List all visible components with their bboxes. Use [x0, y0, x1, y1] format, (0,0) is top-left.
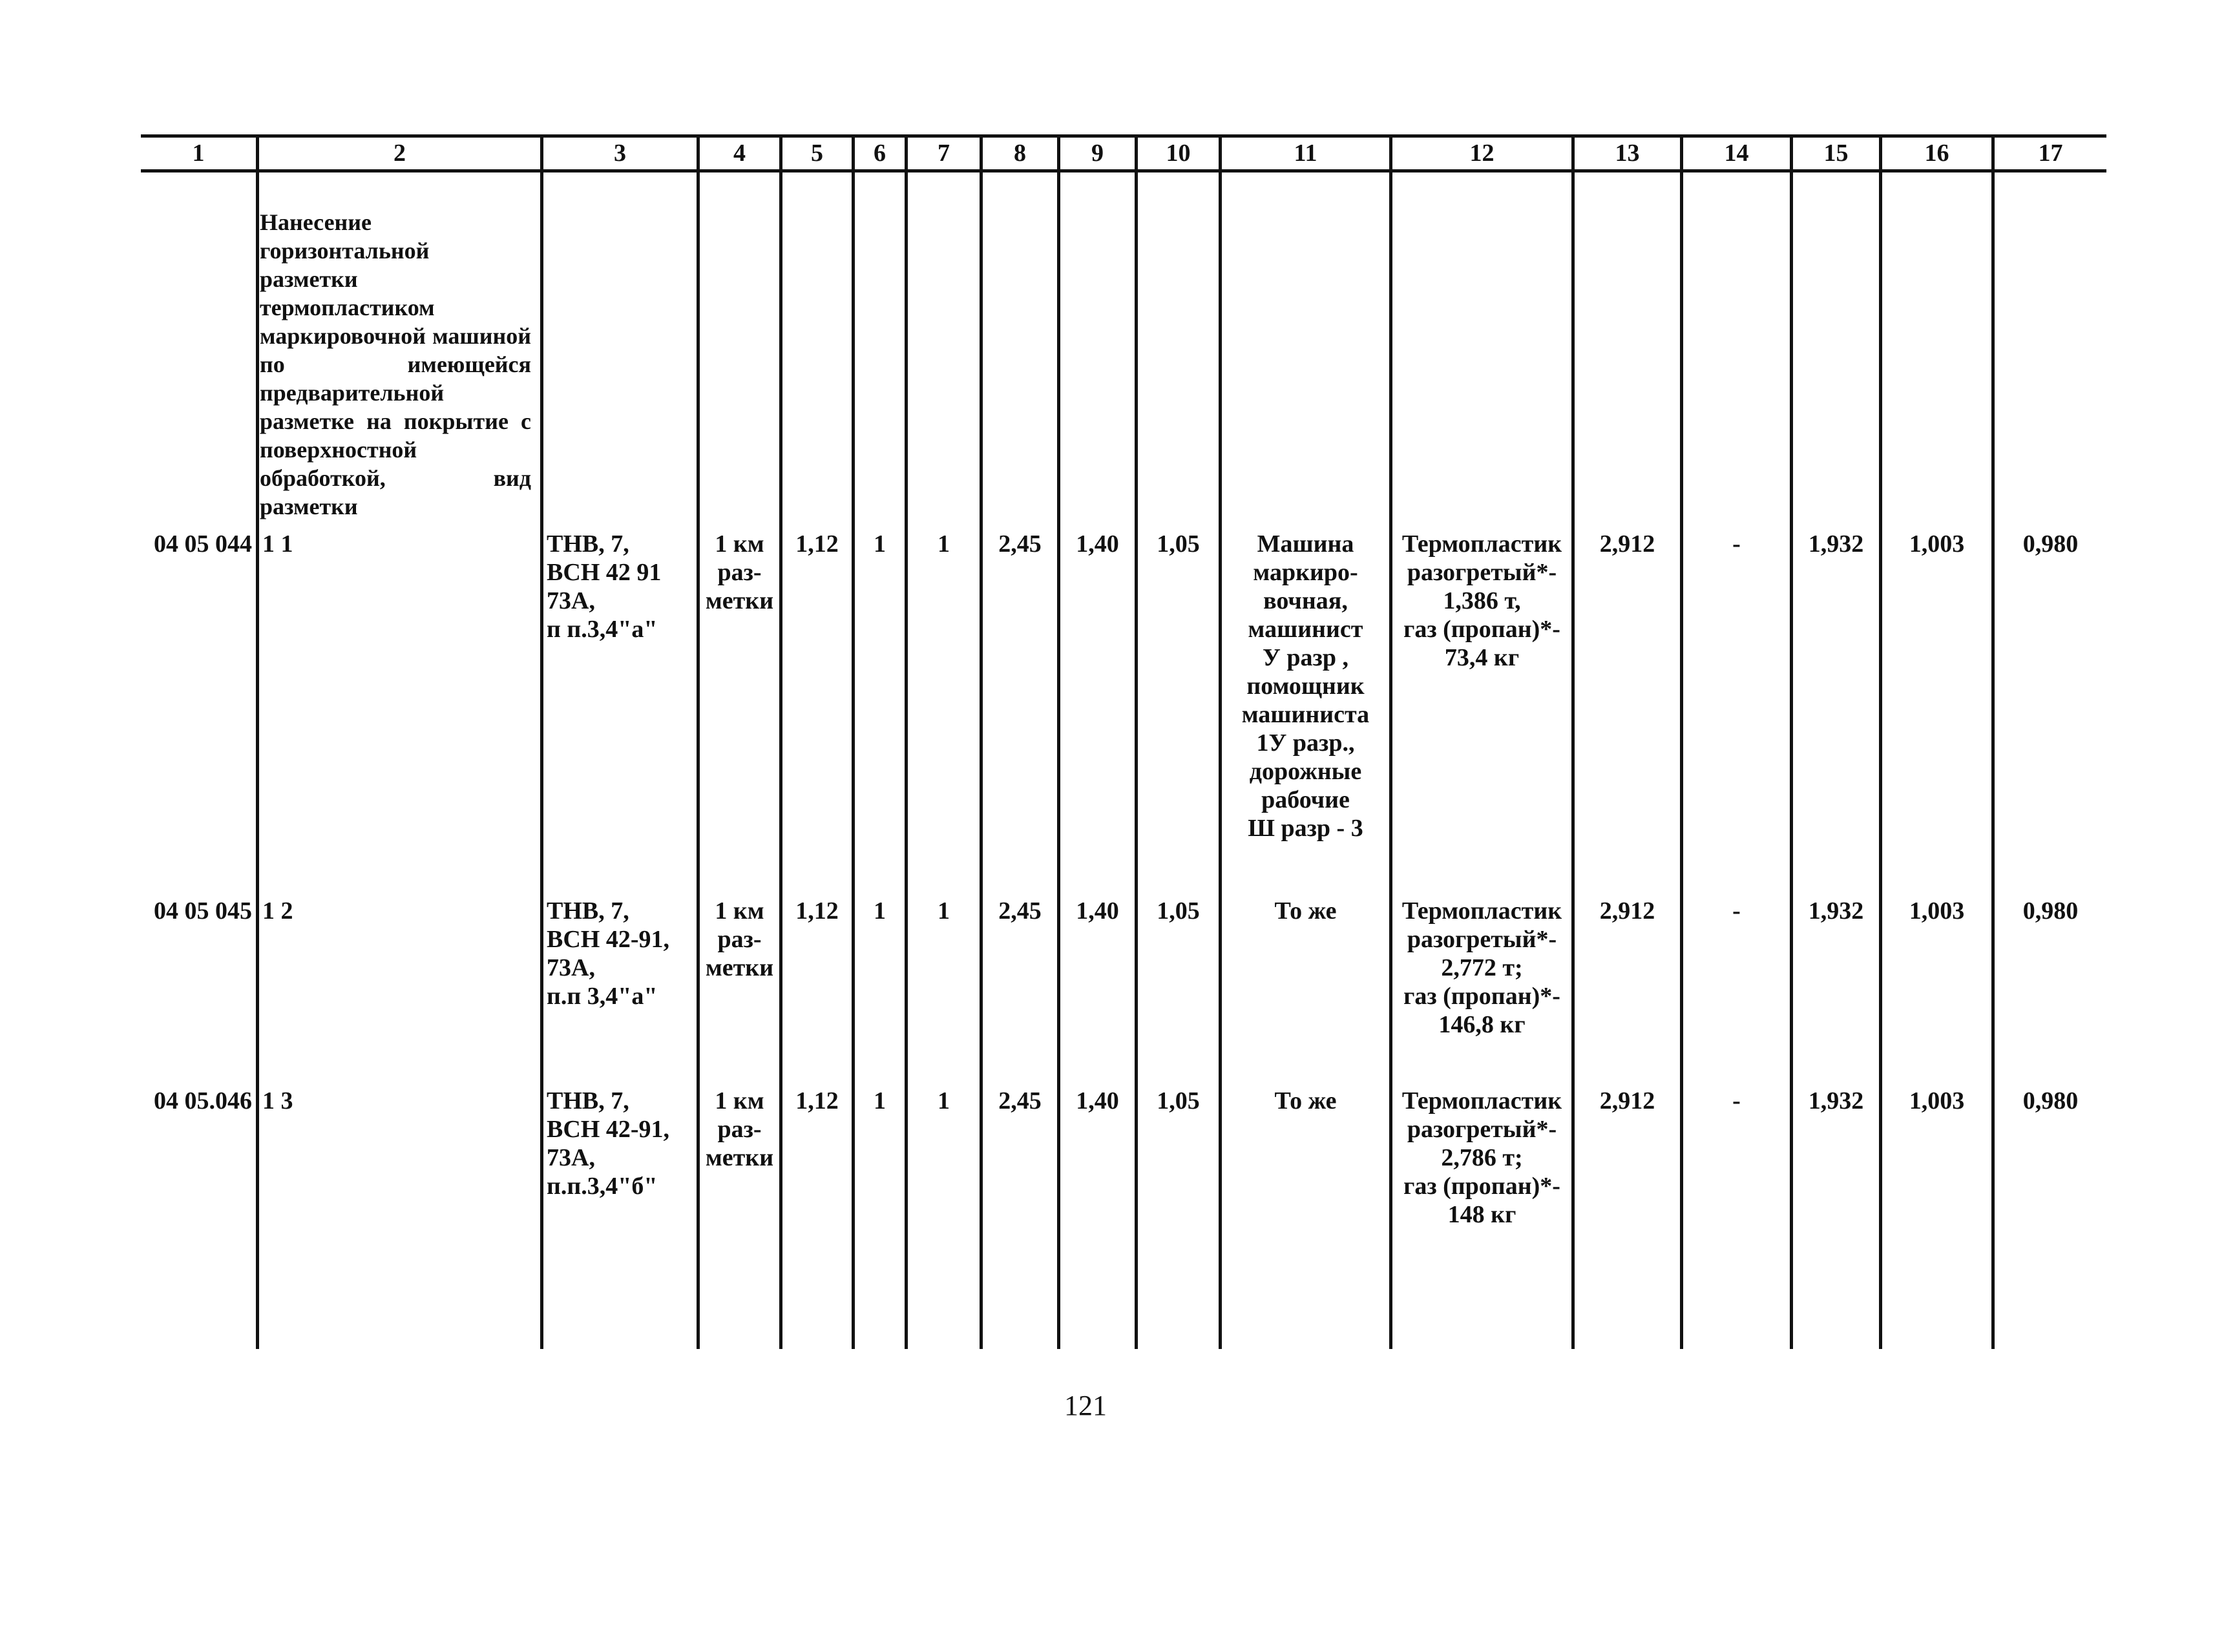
cell-c6: 1 [874, 897, 886, 925]
cell-c8: 2,45 [998, 530, 1042, 558]
cell-line: вочная, [1263, 587, 1348, 614]
cell-c15: 1,932 [1808, 897, 1864, 925]
cell-unit [700, 1087, 779, 1172]
cell-line: ВСН 42-91, [547, 1116, 669, 1143]
cell-c5: 1,12 [795, 1087, 839, 1114]
cell-line: п п.3,4"а" [547, 616, 658, 643]
col-header-8: 8 [1014, 140, 1026, 167]
cell-line: разогретый*- [1407, 1116, 1557, 1143]
cell-line: 73А, [547, 954, 595, 981]
cell-line: 148 кг [1447, 1201, 1516, 1228]
col-header-11: 11 [1294, 140, 1317, 167]
cell-line: п.п.3,4"б" [547, 1173, 658, 1200]
col-header-4: 4 [733, 140, 746, 167]
col-header-10: 10 [1166, 140, 1191, 167]
cell-c7: 1 [938, 530, 950, 558]
col-header-7: 7 [938, 140, 950, 167]
cell-line: 73,4 кг [1444, 644, 1520, 671]
cell-line: ВСН 42 91 [547, 559, 662, 586]
cell-c6: 1 [874, 1087, 886, 1114]
cell-line: Ш разр - 3 [1248, 815, 1363, 842]
col-header-17: 17 [2038, 140, 2063, 167]
cell-basis [547, 1087, 695, 1200]
cell-c5: 1,12 [795, 530, 839, 558]
cell-c13: 2,912 [1599, 1087, 1655, 1114]
col-header-6: 6 [874, 140, 886, 167]
cell-crew [1222, 1087, 1389, 1115]
cell-line: ТНВ, 7, [547, 897, 629, 925]
cell-c15: 1,932 [1808, 1087, 1864, 1114]
page-number: 121 [1064, 1390, 1107, 1421]
cell-c14: - [1732, 897, 1741, 925]
cell-c17: 0,980 [2022, 1087, 2079, 1114]
cell-materials [1392, 1087, 1571, 1229]
header-bottom-rule [141, 169, 2106, 173]
cell-line: газ (пропан)*- [1403, 1173, 1560, 1200]
cell-basis [547, 897, 695, 1010]
cell-line: ТНВ, 7, [547, 1087, 629, 1114]
col-header-1: 1 [192, 140, 205, 167]
cell-c14: - [1732, 530, 1741, 558]
cell-c5: 1,12 [795, 897, 839, 925]
col-header-9: 9 [1091, 140, 1104, 167]
cell-c10: 1,05 [1157, 530, 1200, 558]
col-header-12: 12 [1469, 140, 1495, 167]
cell-line: раз- [717, 1116, 762, 1143]
cell-line: 1 км [715, 1087, 764, 1114]
cell-code: 04 05.046 [154, 1087, 252, 1114]
cell-line: 73А, [547, 1144, 595, 1171]
cell-line: То же [1274, 897, 1337, 925]
cell-line: У разр , [1263, 644, 1348, 671]
cell-line: п.п 3,4"а" [547, 983, 658, 1010]
cell-line: 1 км [715, 530, 764, 558]
work-description: Нанесение горизонтальной разметки термопластиком маркировочной машиной по имеющейся предварительной разметке на покрытие с поверхностной обработкой, вид разметки [260, 209, 531, 519]
cell-line: метки [705, 587, 774, 614]
cell-line: машиниста [1241, 701, 1370, 728]
cell-code: 04 05 044 [154, 530, 252, 558]
cell-line: То же [1274, 1087, 1337, 1114]
cell-c10: 1,05 [1157, 1087, 1200, 1114]
cell-c17: 0,980 [2022, 530, 2079, 558]
cell-c9: 1,40 [1076, 897, 1119, 925]
cell-c9: 1,40 [1076, 1087, 1119, 1114]
col-header-3: 3 [614, 140, 626, 167]
cell-line: Термопластик [1401, 530, 1562, 558]
cell-line: Термопластик [1401, 1087, 1562, 1114]
cell-line: разогретый*- [1407, 559, 1557, 586]
cell-line: раз- [717, 926, 762, 953]
cell-line: ТНВ, 7, [547, 530, 629, 558]
cell-basis [547, 530, 695, 643]
cell-c13: 2,912 [1599, 897, 1655, 925]
cell-line: метки [705, 954, 774, 981]
cell-line: ВСН 42-91, [547, 926, 669, 953]
cell-c15: 1,932 [1808, 530, 1864, 558]
cell-c16: 1,003 [1909, 897, 1965, 925]
cell-c6: 1 [874, 530, 886, 558]
cell-c16: 1,003 [1909, 1087, 1965, 1114]
cell-c16: 1,003 [1909, 530, 1965, 558]
cell-code: 04 05 045 [154, 897, 252, 925]
col-header-5: 5 [811, 140, 823, 167]
cell-line: Машина [1257, 530, 1354, 558]
cell-c8: 2,45 [998, 1087, 1042, 1114]
cell-line: метки [705, 1144, 774, 1171]
col-header-13: 13 [1615, 140, 1640, 167]
cell-variant: 1 1 [262, 530, 293, 558]
cell-line: 1,386 т, [1443, 587, 1521, 614]
cell-line: дорожные [1249, 758, 1362, 785]
cell-variant: 1 3 [262, 1087, 293, 1114]
cell-line: 146,8 кг [1438, 1011, 1526, 1038]
col-header-2: 2 [393, 140, 406, 167]
cell-line: рабочие [1261, 786, 1350, 813]
cell-line: раз- [717, 559, 762, 586]
cell-c13: 2,912 [1599, 530, 1655, 558]
cell-line: 1У разр., [1256, 729, 1355, 757]
cell-c8: 2,45 [998, 897, 1042, 925]
cell-line: машинист [1248, 616, 1363, 643]
cell-c7: 1 [938, 897, 950, 925]
cell-line: 2,786 т; [1441, 1144, 1523, 1171]
cell-crew [1222, 530, 1389, 842]
cell-unit [700, 530, 779, 615]
cell-c17: 0,980 [2022, 897, 2079, 925]
cell-line: разогретый*- [1407, 926, 1557, 953]
cell-line: 73А, [547, 587, 595, 614]
cell-materials [1392, 897, 1571, 1039]
cell-line: маркиро- [1253, 559, 1358, 586]
col-header-14: 14 [1724, 140, 1749, 167]
cell-line: газ (пропан)*- [1403, 983, 1560, 1010]
cell-line: помощник [1246, 673, 1365, 700]
cell-line: газ (пропан)*- [1403, 616, 1560, 643]
cell-c9: 1,40 [1076, 530, 1119, 558]
cell-line: 1 км [715, 897, 764, 925]
cell-crew [1222, 897, 1389, 925]
cell-line: Термопластик [1401, 897, 1562, 925]
cell-c14: - [1732, 1087, 1741, 1114]
cell-variant: 1 2 [262, 897, 293, 925]
cell-unit [700, 897, 779, 982]
cell-line: 2,772 т; [1441, 954, 1523, 981]
cell-c10: 1,05 [1157, 897, 1200, 925]
col-header-16: 16 [1924, 140, 1949, 167]
cell-c7: 1 [938, 1087, 950, 1114]
col-header-15: 15 [1823, 140, 1849, 167]
cell-materials [1392, 530, 1571, 672]
